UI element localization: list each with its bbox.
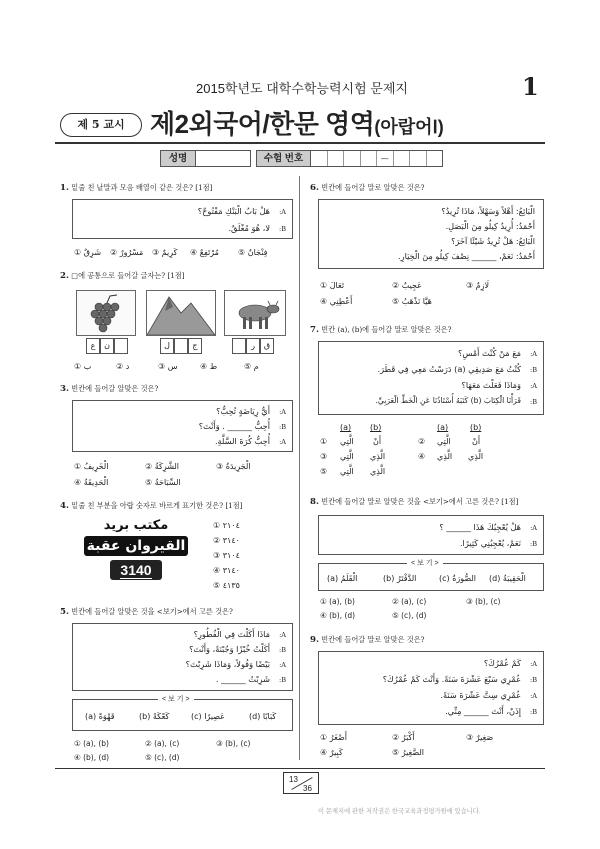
q8-speaker-2: :B (530, 540, 537, 548)
q1-choice-5[interactable]: ⑤ فِنْجَانٌ (238, 248, 268, 257)
question-8-bogi (318, 560, 544, 591)
q5-choice-3[interactable]: ③ (b), (c) (216, 739, 251, 748)
q5-choice-2[interactable]: ② (a), (c) (145, 739, 180, 748)
question-5-number: 5. (60, 607, 69, 617)
q5-bogi-c: (c) عَصِيرًا (191, 712, 225, 721)
question-3 (60, 384, 290, 396)
subject-sub: (아랍어Ⅰ) (374, 117, 444, 137)
q1-choice-2[interactable]: ② مَسْرُورٌ (110, 248, 144, 257)
q2-box-4: ل (160, 338, 174, 354)
q1-line-1: هَلْ بَابُ الْبَنْكِ مَفْتُوحٌ؟ (197, 206, 270, 216)
q7-header-b-left: (b) (370, 423, 382, 432)
q4-choice-3[interactable]: ③ ٣١٠٤ (213, 551, 240, 560)
q5-bogi-label: < 보 기 > (158, 694, 194, 704)
q2-box-9: ق (260, 338, 274, 354)
session-badge: 제 5 교시 (60, 113, 142, 137)
question-9 (310, 635, 540, 647)
q3-choice-4[interactable]: ④ الْحَدِيقَةُ (74, 478, 109, 487)
page-total: 36 (303, 784, 312, 793)
q7-choice-5-a: الَّتِي (340, 467, 354, 476)
q8-bogi-label: < 보 기 > (407, 558, 443, 568)
q2-choice-3[interactable]: ③ س (158, 362, 178, 371)
q7-header-b-right: (b) (470, 423, 482, 432)
question-9-text: 빈칸에 들어갈 말로 알맞은 것은? (321, 635, 425, 644)
q3-choice-1[interactable]: ① الْخَرِيفُ (74, 462, 109, 471)
q7-choice-1-b: أَنْ (373, 437, 382, 446)
cow-image (224, 290, 286, 336)
q5-choice-1[interactable]: ① (a), (b) (74, 739, 109, 748)
question-2-text: □에 공통으로 들어갈 글자는? [1점] (71, 271, 185, 280)
q2-box-8: ر (246, 338, 260, 354)
q7-line-4: قَرَأْنَا الْكِتَابَ (b) كَتَبَهُ أُسْتَاذُنَا عَنِ الْخَطِّ الْعَرَبِيِّ. (375, 396, 521, 405)
q5-bogi-b: (b) كَعْكَةً (139, 712, 170, 721)
question-3-text: 빈칸에 들어갈 알맞은 것은? (71, 384, 159, 393)
q9-line-4: إِذَنْ، أَنْتَ ______ مِنِّي. (445, 706, 521, 716)
exam-header-title: 2015학년도 대학수학능력시험 문제지 (196, 81, 408, 96)
q4-choice-5[interactable]: ⑤ ٤١٣٥ (213, 581, 240, 590)
q7-choice-1-a: الَّتِي (340, 437, 354, 446)
q7-choice-2-mark[interactable]: ② (418, 437, 426, 446)
q4-choice-1[interactable]: ① ٢١٠٤ (213, 521, 240, 530)
q9-choice-4[interactable]: ④ كَبِيرٌ (320, 748, 343, 757)
q6-line-4: أَحْمَدُ: نَعَمْ، ______ نِصْفَ كِيلُو مِنَ الْخِيَارِ. (398, 251, 535, 261)
q6-choice-2[interactable]: ② عَجِيبٌ (392, 281, 422, 290)
q8-choice-3[interactable]: ③ (b), (c) (466, 597, 501, 606)
q5-speaker-4: :B (279, 676, 286, 684)
q7-choice-3-mark[interactable]: ③ (320, 452, 328, 461)
question-9-number: 9. (310, 635, 319, 645)
q7-choice-4-a: الَّذِي (437, 452, 453, 461)
q9-line-3: عُمْرِي سِتَّ عَشْرَةَ سَنَةً. (440, 690, 521, 700)
name-field[interactable] (195, 150, 251, 167)
q3-line-1: أَيُّ رِيَاضَةٍ تُحِبُّ؟ (216, 406, 270, 416)
q1-choice-3[interactable]: ③ كَرِيمٌ (152, 248, 178, 257)
q6-line-2: أَحْمَدُ: أُرِيدُ كِيلُو مِنَ الْبَصَلِ. (445, 221, 535, 231)
q6-choice-3[interactable]: ③ لَازِمٌ (466, 281, 490, 290)
q2-choice-4[interactable]: ④ ط (200, 362, 218, 371)
q8-line-1: هَلْ يُعْجِبُكَ هَذَا ______ ؟ (439, 522, 521, 532)
question-6-number: 6. (310, 183, 319, 193)
q7-speaker-2: :B (530, 366, 537, 374)
q9-line-1: كَمْ عُمْرُكَ؟ (483, 658, 521, 668)
q3-line-3: أُحِبُّ كُرَةَ السَّلَّةِ. (214, 436, 270, 446)
q1-line-2: لا، هُوَ مُغْلَقٌ. (228, 223, 270, 233)
q5-line-1: مَاذَا أَكَلْتَ فِي الْفُطُورِ؟ (193, 629, 270, 639)
mountain-image (146, 290, 216, 336)
q9-speaker-4: :B (530, 708, 537, 716)
question-7-number: 7. (310, 325, 319, 335)
question-6 (310, 183, 540, 195)
footer-rule (55, 768, 545, 769)
q4-choice-4[interactable]: ④ ٣١٤٠ (213, 566, 240, 575)
post-office-sign (80, 517, 192, 591)
q6-choice-4[interactable]: ④ أَعْطِنِي (320, 297, 353, 306)
q5-speaker-2: :B (279, 646, 286, 654)
q5-bogi-a: (a) قَهْوَةً (85, 712, 115, 721)
question-1-number: 1. (60, 183, 69, 193)
q7-choice-2-a: الَّتِي (437, 437, 451, 446)
q5-line-2: أَكَلْتُ خُبْزًا وَجُبْنَةً، وَأَنْتَ؟ (189, 644, 270, 654)
q7-choice-1-mark[interactable]: ① (320, 437, 328, 446)
question-6-dialog (318, 199, 544, 269)
question-2 (60, 271, 290, 283)
question-9-dialog (318, 651, 544, 725)
q3-line-2: أُحِبُّ ______ . وَأَنْتَ؟ (198, 421, 270, 431)
q8-bogi-a: (a) الْقَلَمُ (327, 574, 358, 583)
q2-box-2: ن (100, 338, 114, 354)
q8-bogi-d: (d) الْحَقِيبَةُ (489, 574, 526, 583)
q8-choice-2[interactable]: ② (a), (c) (392, 597, 427, 606)
q8-bogi-b: (b) الدَّفْتَرُ (383, 574, 417, 583)
sign-line-1: مكتب بريد (103, 518, 169, 533)
q1-choice-4[interactable]: ④ مُرْتَفِعٌ (190, 248, 219, 257)
name-label: 성명 (160, 150, 196, 167)
q5-choice-5[interactable]: ⑤ (c), (d) (145, 753, 180, 762)
q7-choice-4-mark[interactable]: ④ (418, 452, 426, 461)
q7-choice-2-b: أَنْ (472, 437, 481, 446)
q7-line-3: وَمَاذَا فَعَلْتَ مَعَهَا؟ (461, 380, 521, 390)
q7-choice-4-b: الَّذِي (468, 452, 484, 461)
q2-box-1: ع (86, 338, 100, 354)
page-current: 13 (289, 775, 298, 784)
question-6-text: 빈칸에 들어갈 말로 알맞은 것은? (321, 183, 425, 192)
q5-line-4: شَرِبْتُ ______ . (215, 674, 270, 684)
q7-choice-5-mark[interactable]: ⑤ (320, 467, 328, 476)
q6-line-1: الْبَائِعُ: أَهْلاً وَسَهْلاً، مَاذَا تُرِيدُ؟ (441, 206, 535, 216)
exam-number-dash: — (377, 151, 394, 166)
q9-choice-2[interactable]: ② أَكْبَرُ (392, 733, 415, 742)
question-5-bogi (72, 696, 293, 731)
question-3-dialog (72, 400, 293, 452)
sign-line-2: القيروان عقبة (84, 536, 188, 556)
question-7-text: 빈칸 (a), (b)에 들어갈 말로 알맞은 것은? (321, 325, 452, 334)
sign-number-text: 3140 (120, 562, 152, 578)
question-8 (310, 497, 550, 509)
question-4-text: 밑줄 친 부분을 아랍 숫자로 바르게 표기한 것은? [1점] (71, 501, 243, 510)
q1-speaker-1: :A (279, 208, 286, 216)
q6-choice-1[interactable]: ① تَعَالَ (320, 281, 345, 290)
q7-line-2: كُنْتُ مَعَ صَدِيقِي (a) دَرَسْتُ مَعِي فِي قَطَرَ. (377, 364, 521, 374)
page-number: 1 (522, 72, 539, 101)
question-2-number: 2. (60, 271, 69, 281)
question-5-dialog (72, 623, 293, 691)
question-5-text: 빈칸에 들어갈 알맞은 것을 <보기>에서 고른 것은? (71, 607, 233, 616)
q8-speaker-1: :A (530, 524, 537, 532)
subject-main: 제2외국어/한문 영역 (150, 109, 375, 139)
q5-speaker-1: :A (279, 631, 286, 639)
q7-choice-3-b: الَّذِي (370, 452, 386, 461)
q3-speaker-2: :B (279, 423, 286, 431)
question-5 (60, 607, 295, 619)
q8-choice-5[interactable]: ⑤ (c), (d) (392, 611, 427, 620)
q7-speaker-1: :A (530, 350, 537, 358)
q9-choice-1[interactable]: ① أَصْغَرُ (320, 733, 348, 742)
q5-speaker-3: :A (279, 661, 286, 669)
question-1 (60, 183, 290, 195)
q8-bogi-c: (c) الصُّورَةُ (439, 574, 476, 583)
q3-choice-2[interactable]: ② الشَّرِكَةُ (145, 462, 180, 471)
page-counter (283, 772, 319, 794)
q8-choice-4[interactable]: ④ (b), (d) (320, 611, 356, 620)
q9-line-2: عُمْرِي سَبْعَ عَشْرَةَ سَنَةً. وَأَنْتَ كَمْ عُمْرُكَ؟ (382, 674, 521, 684)
q9-speaker-2: :B (530, 676, 537, 684)
q3-choice-3[interactable]: ③ الْجَرِيدَةُ (216, 462, 251, 471)
q8-choice-1[interactable]: ① (a), (b) (320, 597, 355, 606)
q3-speaker-3: :A (279, 438, 286, 446)
q2-box-6: ج (188, 338, 202, 354)
q6-line-3: الْبَائِعُ: هَلْ تُرِيدُ شَيْئًا آخَرَ؟ (451, 236, 535, 246)
q7-speaker-3: :A (530, 382, 537, 390)
question-4 (60, 501, 295, 513)
q6-choice-5[interactable]: ⑤ هَيَّا نَذْهَبُ (392, 297, 432, 306)
header-rule (55, 142, 545, 144)
q2-box-3 (114, 338, 128, 354)
q7-line-1: مَعَ مَنْ كُنْتَ أَمْسِ؟ (457, 348, 521, 358)
q2-choice-1[interactable]: ① ب (74, 362, 92, 371)
q3-choice-5[interactable]: ⑤ السِّبَاحَةُ (145, 478, 181, 487)
q9-choice-5[interactable]: ⑤ الصَّغِيرُ (392, 748, 425, 757)
q9-speaker-1: :A (530, 660, 537, 668)
subject-title (150, 104, 444, 141)
q4-choice-2[interactable]: ② ٣١٤٠ (213, 536, 240, 545)
question-7 (310, 325, 540, 337)
q7-header-a-right: (a) (437, 423, 449, 432)
q3-speaker-1: :A (279, 408, 286, 416)
exam-number-label: 수험 번호 (256, 150, 311, 167)
q2-choice-5[interactable]: ⑤ م (244, 362, 259, 371)
q7-choice-3-a: الَّتِي (340, 452, 354, 461)
question-3-number: 3. (60, 384, 69, 394)
q1-speaker-2: :B (279, 225, 286, 233)
grapes-image (76, 290, 136, 336)
center-column-rule (299, 176, 300, 760)
question-1-dialog (72, 199, 293, 239)
q5-line-3: بَيْضًا وَفُولاً، وَمَاذَا شَرِبْتَ؟ (185, 659, 270, 669)
question-8-dialog (318, 515, 544, 555)
sign-number (110, 560, 162, 580)
question-1-text: 밑줄 친 낱말과 모음 배열이 같은 것은? [1점] (71, 183, 213, 192)
copyright-note: 이 문제지에 관한 저작권은 한국교육과정평가원에 있습니다. (318, 808, 481, 815)
q5-bogi-d: (d) كَبَابًا (249, 712, 277, 721)
q9-choice-3[interactable]: ③ صَغِيرٌ (466, 733, 494, 742)
question-8-text: 빈칸에 들어갈 말로 알맞은 것을 <보기>에서 고른 것은? [1점] (321, 497, 519, 506)
q7-speaker-4: :B (530, 398, 537, 406)
q1-choice-1[interactable]: ① شَرِقٌ (74, 248, 102, 257)
q8-line-2: نَعَمْ، يُعْجِبُنِي كَثِيرًا. (459, 538, 521, 548)
q2-choice-2[interactable]: ② د (116, 362, 130, 371)
exam-number-field[interactable] (310, 150, 443, 167)
q5-choice-4[interactable]: ④ (b), (d) (74, 753, 110, 762)
q7-header-a-left: (a) (340, 423, 352, 432)
question-8-number: 8. (310, 497, 319, 507)
q2-box-7 (232, 338, 246, 354)
question-4-number: 4. (60, 501, 69, 511)
q7-choice-5-b: الَّذِي (370, 467, 386, 476)
q2-box-5 (174, 338, 188, 354)
question-7-dialog (318, 341, 544, 415)
q9-speaker-3: :A (530, 692, 537, 700)
